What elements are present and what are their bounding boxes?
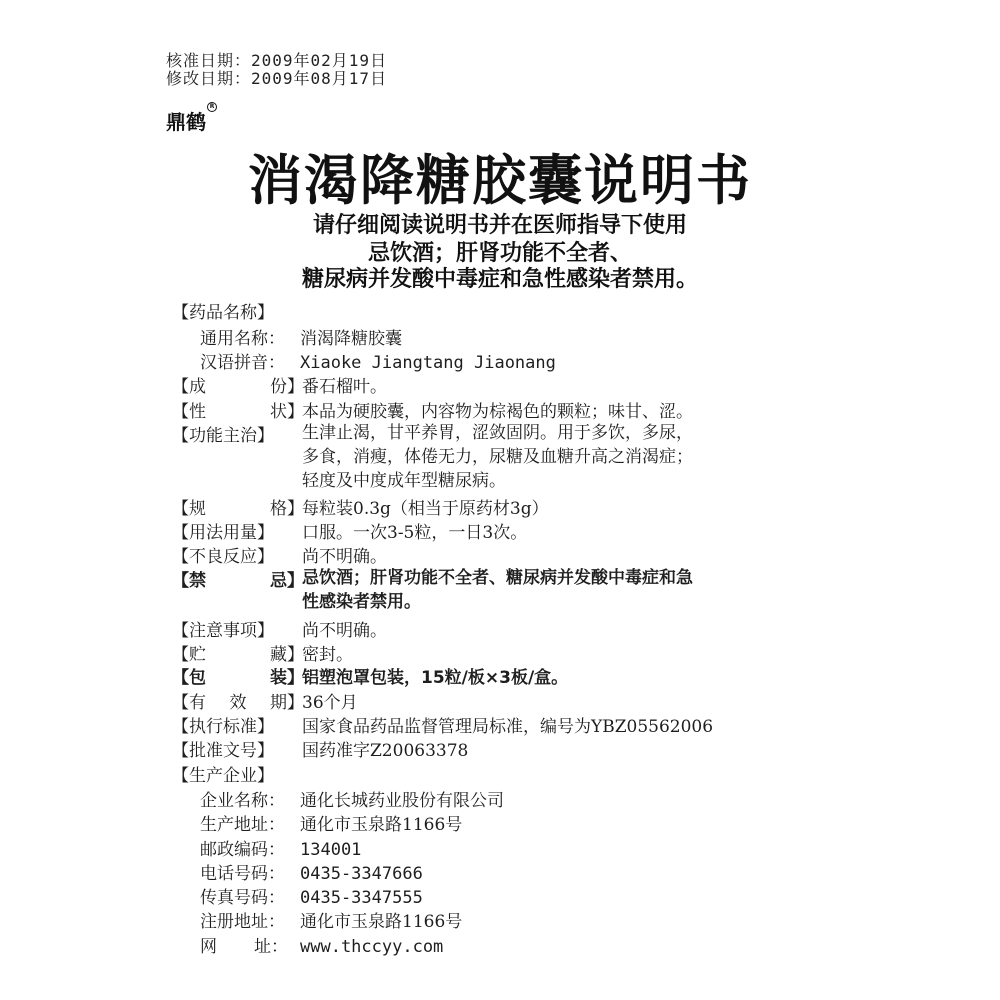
generic-name-key: 通用名称： [200, 329, 285, 349]
address-key: 生产地址： [200, 815, 285, 835]
website-key: 网 址： [200, 937, 288, 957]
section-label: 【禁 忌】 [172, 571, 304, 591]
warning-line-2: 忌饮酒；肝肾功能不全者、 [367, 241, 632, 266]
fax-row [200, 883, 423, 908]
revise-date: 修改日期：2009年08月17日 [166, 69, 388, 88]
company-row [200, 786, 504, 811]
postcode-row [200, 835, 361, 860]
brand-name: 鼎鹤 [166, 110, 206, 134]
postcode-value: 134001 [300, 840, 362, 860]
website-value: www.thccyy.com [300, 937, 444, 957]
section-label: 【用法用量】 [172, 523, 274, 543]
reg-address-row [200, 907, 462, 932]
warning-line-3: 糖尿病并发酸中毒症和急性感染者禁用。 [301, 267, 698, 292]
section-approval [172, 736, 469, 761]
section-label: 【药品名称】 [172, 303, 274, 323]
pinyin-value: Xiaoke Jiangtang Jiaonang [300, 353, 556, 373]
section-value: 生津止渴，甘平养胃，涩敛固阴。用于多饮，多尿， 多食，消瘦，体倦无力，尿糖及血糖升高之消渴症； 轻度及中度成年型糖尿病。 [302, 423, 693, 491]
section-label: 【成 份】 [172, 377, 304, 397]
section-adverse [172, 542, 387, 567]
section-value: 本品为硬胶囊，内容物为棕褐色的颗粒；味甘、涩。 [302, 402, 693, 422]
section-drug-name [172, 298, 274, 323]
generic-name-row [200, 324, 402, 349]
reg-address-value: 通化市玉泉路1166号 [300, 912, 463, 932]
phone-row [200, 859, 423, 884]
section-dosage [172, 518, 528, 543]
section-label: 【执行标准】 [172, 717, 274, 737]
section-label: 【贮 藏】 [172, 645, 304, 665]
section-indications [172, 421, 693, 491]
section-precautions [172, 616, 387, 641]
section-value: 番石榴叶。 [302, 377, 387, 397]
reg-address-key: 注册地址： [200, 912, 285, 932]
document-title: 消渴降糖胶囊说明书 [248, 149, 752, 212]
address-value: 通化市玉泉路1166号 [300, 815, 463, 835]
section-label: 【功能主治】 [172, 426, 274, 446]
section-label: 【规 格】 [172, 499, 304, 519]
section-value: 国家食品药品监督管理局标准，编号为YBZ05562006 [302, 717, 714, 737]
section-value: 密封。 [302, 645, 353, 665]
section-value: 忌饮酒；肝肾功能不全者、糖尿病并发酸中毒症和急 性感染者禁用。 [302, 568, 693, 612]
fax-value: 0435-3347555 [300, 888, 423, 908]
pinyin-key: 汉语拼音： [200, 353, 285, 373]
company-key: 企业名称： [200, 791, 285, 811]
phone-value: 0435-3347666 [300, 864, 423, 884]
section-label: 【不良反应】 [172, 547, 274, 567]
section-label: 【注意事项】 [172, 621, 274, 641]
warning-line-1: 请仔细阅读说明书并在医师指导下使用 [312, 213, 687, 238]
postcode-key: 邮政编码： [200, 840, 285, 860]
section-label: 【批准文号】 [172, 741, 274, 761]
section-value: 铝塑泡罩包装，15粒/板×3板/盒。 [302, 668, 569, 688]
section-manufacturer [172, 761, 274, 786]
phone-key: 电话号码： [200, 864, 285, 884]
section-value: 国药准字Z20063378 [302, 741, 469, 761]
section-label: 【有 效 期】 [172, 693, 304, 713]
section-label: 【包 装】 [172, 668, 304, 688]
section-value: 口服。一次3-5粒，一日3次。 [302, 523, 528, 543]
section-value: 每粒装0.3g（相当于原药材3g） [302, 499, 549, 519]
pinyin-row [200, 348, 556, 373]
section-standard [172, 712, 714, 737]
section-label: 【生产企业】 [172, 766, 274, 786]
approve-date: 核准日期：2009年02月19日 [166, 51, 388, 70]
brand-logo [166, 103, 215, 135]
company-value: 通化长城药业股份有限公司 [300, 791, 504, 811]
section-value: 36个月 [302, 693, 358, 713]
website-row [200, 932, 443, 957]
generic-name-value: 消渴降糖胶囊 [300, 329, 402, 349]
section-value: 尚不明确。 [302, 547, 387, 567]
address-row [200, 810, 462, 835]
section-value: 尚不明确。 [302, 621, 387, 641]
fax-key: 传真号码： [200, 888, 285, 908]
registered-mark-icon: R [207, 102, 217, 112]
section-label: 【性 状】 [172, 402, 304, 422]
